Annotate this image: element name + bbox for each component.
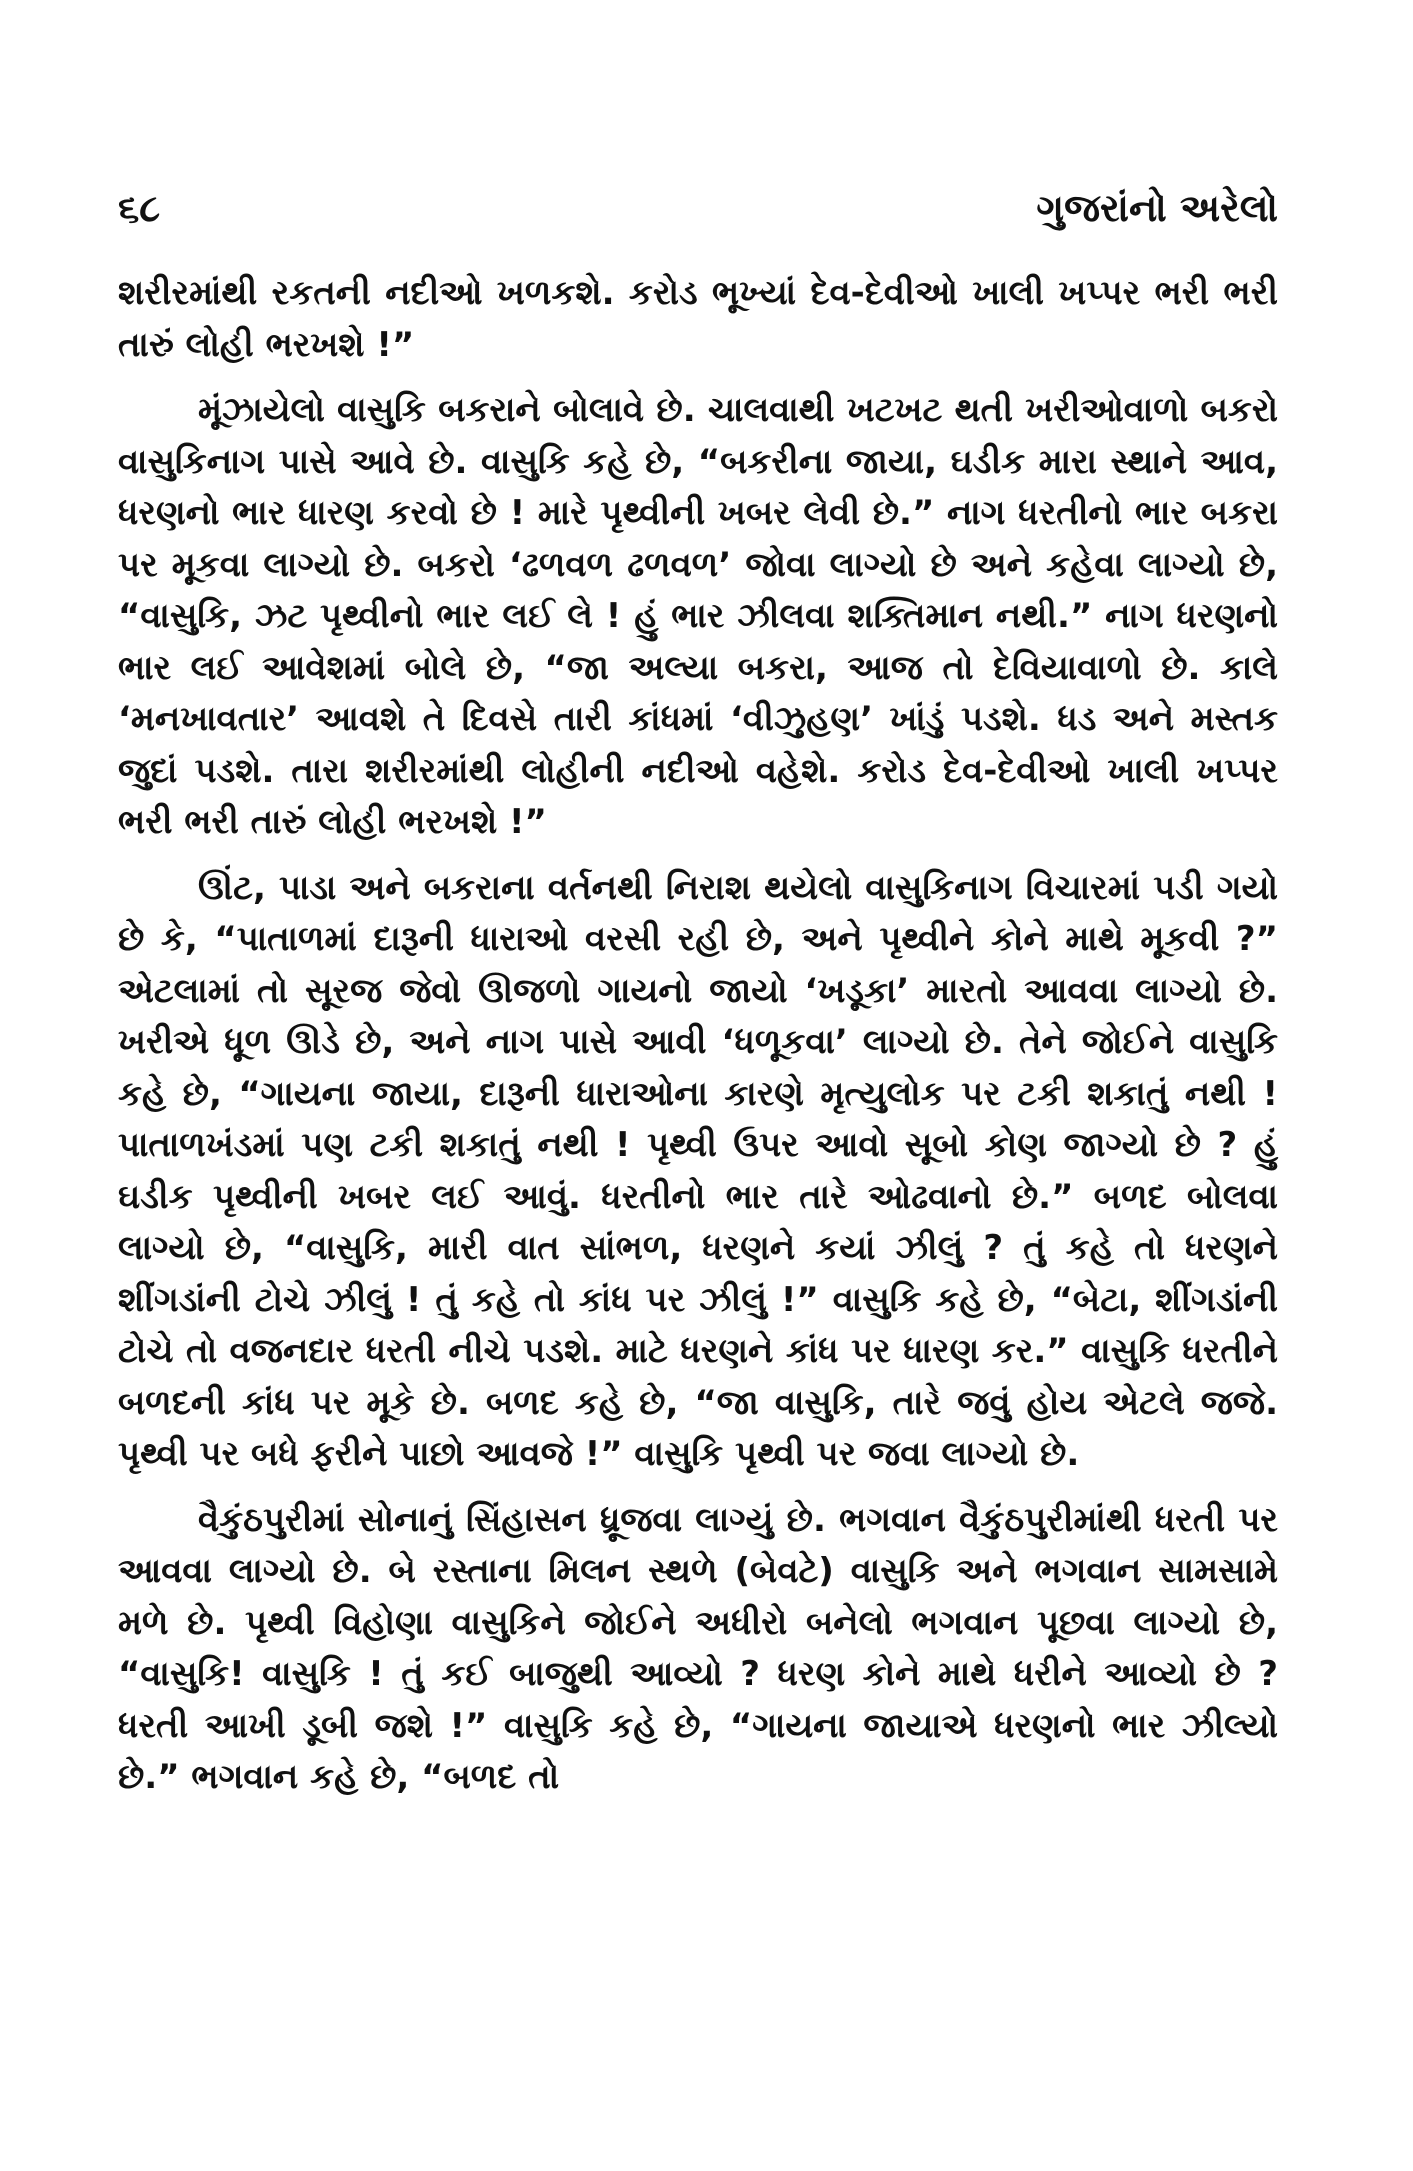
- paragraph: મૂંઝાયેલો વાસુકિ બકરાને બોલાવે છે. ચાલવાથી ખટખટ થતી ખરીઓવાળો બકરો વાસુકિનાગ પાસે આવે છે. વાસુકિ કહે છે, “બકરીના જાયા, ઘડીક મારા સ્થાને આવ, ધરણનો ભાર ધારણ કરવો છે ! મારે પૃથ્વીની ખબર લેવી છે.” નાગ ધરતીનો ભાર બકરા પર મૂકવા લાગ્યો છે. બકરો ‘ઢળવળ ઢળવળ’ જોવા લાગ્યો છે અને કહેવા લાગ્યો છે, “વાસુકિ, ઝટ પૃથ્વીનો ભાર લઈ લે ! હું ભાર ઝીલવા શક્તિમાન નથી.” નાગ ધરણનો ભાર લઈ આવેશમાં બોલે છે, “જા અલ્યા બકરા, આજ તો દેવિયાવાળો છે. કાલે ‘મનખાવતાર’ આવશે તે દિવસે તારી કાંધમાં ‘વીઝુહણ’ ખાંડું પડશે. ધડ અને મસ્તક જુદાં પડશે. તારા શરીરમાંથી લોહીની નદીઓ વહેશે. કરોડ દેવ-દેવીઓ ખાલી ખપ્પર ભરી ભરી તારું લોહી ભરખશે !”: [118, 390, 1278, 842]
- paragraph: ઊંટ, પાડા અને બકરાના વર્તનથી નિરાશ થયેલો વાસુકિનાગ વિચારમાં પડી ગયો છે કે, “પાતાળમાં દારૂની ધારાઓ વરસી રહી છે, અને પૃથ્વીને કોને માથે મૂકવી ?” એટલામાં તો સૂરજ જેવો ઊજળો ગાયનો જાયો ‘ખડૂકા’ મારતો આવવા લાગ્યો છે. ખરીએ ધૂળ ઊડે છે, અને નાગ પાસે આવી ‘ધળૂકવા’ લાગ્યો છે. તેને જોઈને વાસુકિ કહે છે, “ગાયના જાયા, દારૂની ધારાઓના કારણે મૃત્યુલોક પર ટકી શકાતું નથી ! પાતાળખંડમાં પણ ટકી શકાતું નથી ! પૃથ્વી ઉપર આવો સૂબો કોણ જાગ્યો છે ? હું ઘડીક પૃથ્વીની ખબર લઈ આવું. ધરતીનો ભાર તારે ઓઢવાનો છે.” બળદ બોલવા લાગ્યો છે, “વાસુકિ, મારી વાત સાંભળ, ધરણને કયાં ઝીલું ? તું કહે તો ધરણને શીંગડાંની ટોચે ઝીલું ! તું કહે તો કાંધ પર ઝીલું !” વાસુકિ કહે છે, “બેટા, શીંગડાંની ટોચે તો વજનદાર ધરતી નીચે પડશે. માટે ધરણને કાંધ પર ધારણ કર.” વાસુકિ ધરતીને બળદની કાંધ પર મૂકે છે. બળદ કહે છે, “જા વાસુકિ, તારે જવું હોય એટલે જજે. પૃથ્વી પર બધે ફરીને પાછો આવજે !” વાસુકિ પૃથ્વી પર જવા લાગ્યો છે.: [118, 867, 1278, 1474]
- paragraph: વૈકુંઠપુરીમાં સોનાનું સિંહાસન ધ્રૂજવા લાગ્યું છે. ભગવાન વૈકુંઠપુરીમાંથી ધરતી પર આવવા લાગ્યો છે. બે રસ્તાના મિલન સ્થળે (બેવટે) વાસુકિ અને ભગવાન સામસામે મળે છે. પૃથ્વી વિહોણા વાસુકિને જોઈને અધીરો બનેલો ભગવાન પૂછવા લાગ્યો છે, “વાસુકિ! વાસુકિ ! તું કઈ બાજુથી આવ્યો ? ધરણ કોને માથે ધરીને આવ્યો છે ? ધરતી આખી ડૂબી જશે !” વાસુકિ કહે છે, “ગાયના જાયાએ ધરણનો ભાર ઝીલ્યો છે.” ભગવાન કહે છે, “બળદ તો: [118, 1499, 1278, 1797]
- body-text: [118, 268, 1278, 1804]
- page-number: ૬૮: [118, 186, 161, 230]
- running-head: ગુજરાંનો અરેલો: [1036, 186, 1278, 230]
- page-header: [118, 178, 1278, 238]
- paragraph-continuation: શરીરમાંથી રકતની નદીઓ ખળકશે. કરોડ ભૂખ્યાં દેવ-દેવીઓ ખાલી ખપ્પર ભરી ભરી તારું લોહી ભરખશે !”: [118, 273, 1278, 365]
